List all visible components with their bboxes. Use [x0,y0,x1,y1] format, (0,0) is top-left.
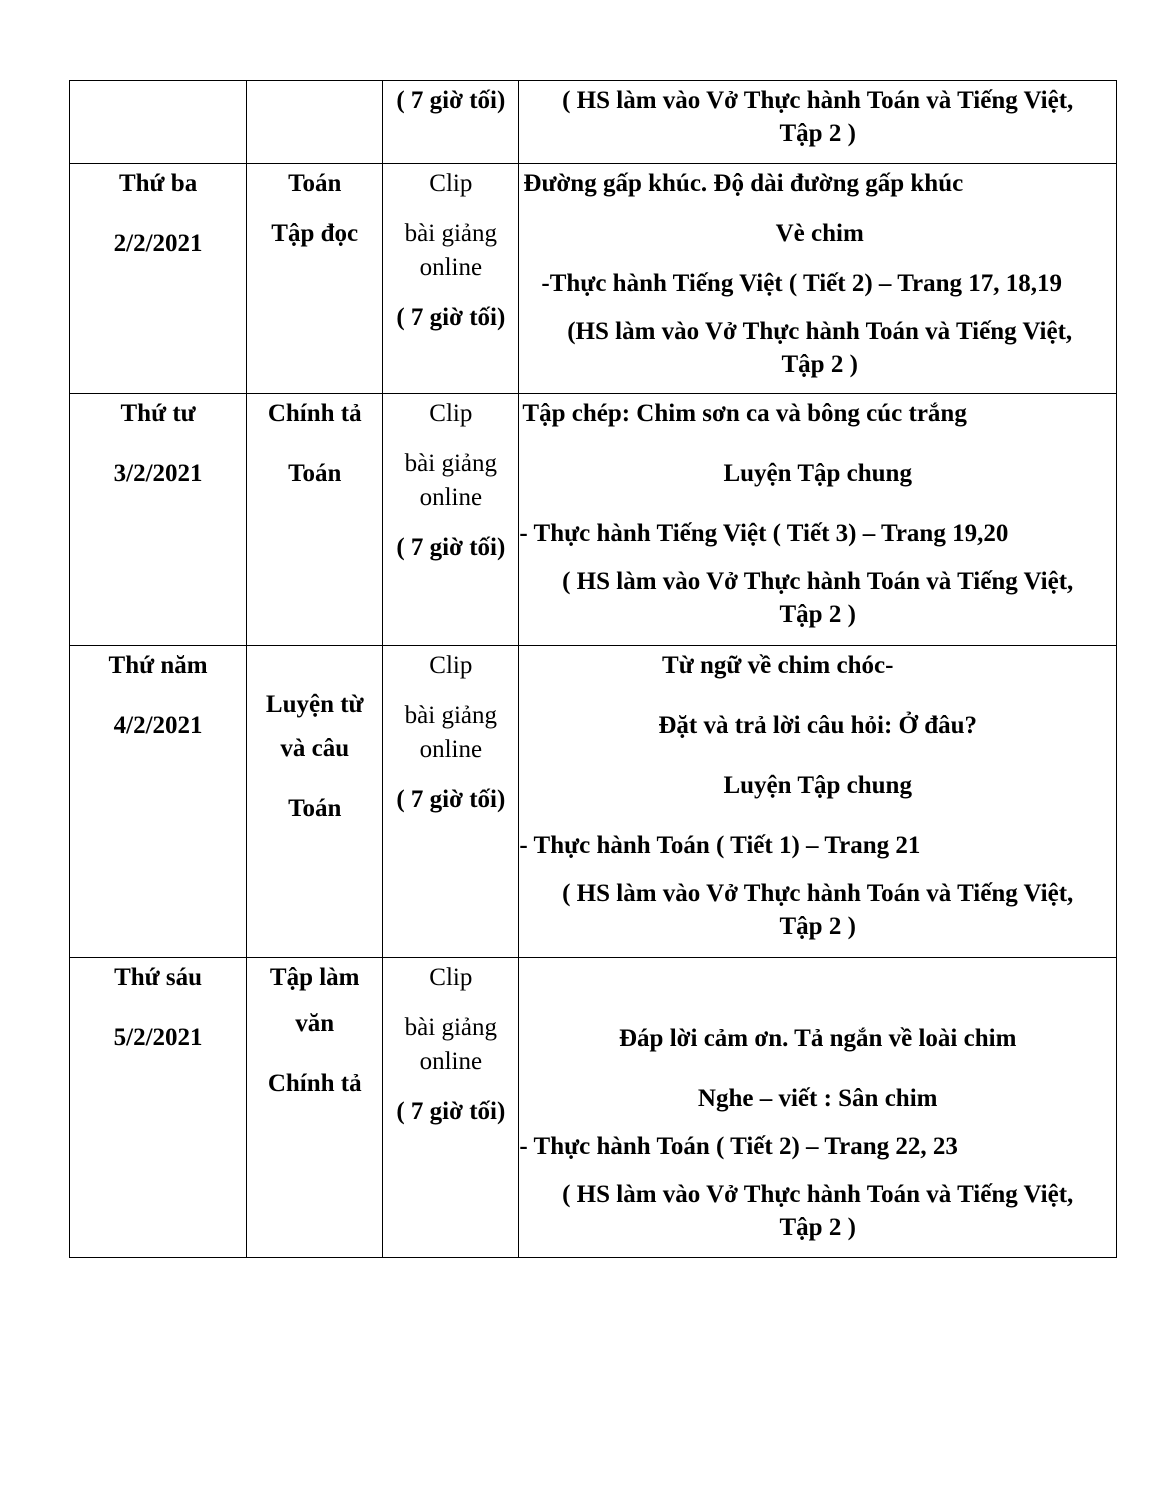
content-cell [519,164,1117,394]
day-name: Thứ ba [118,170,198,197]
day-name: Thứ tư [120,400,196,427]
content-cell [519,646,1117,958]
note-line: Tập 2 ) [779,601,856,628]
mode-online: online [419,1048,483,1075]
table-row [70,164,1117,394]
day-date: 3/2/2021 [113,460,203,487]
lesson-title: Từ ngữ về chim chóc- [662,652,894,679]
weekly-schedule-table [69,80,1117,1258]
mode-time: ( 7 giờ tối) [396,786,506,813]
day-cell [70,164,247,394]
subject-name: Toán [288,170,342,197]
table-row [70,394,1117,646]
subject-cell [247,394,383,646]
note-line: ( HS làm vào Vở Thực hành Toán và Tiếng Việt, [562,1181,1074,1208]
lesson-title: Vè chim [775,220,864,247]
day-cell [70,394,247,646]
mode-time: ( 7 giờ tối) [396,87,506,114]
mode-online: online [419,736,483,763]
mode-cell [383,646,519,958]
day-cell [70,646,247,958]
day-date: 4/2/2021 [113,712,203,739]
table-row [70,958,1117,1258]
day-name: Thứ năm [108,652,208,679]
practice-line: - Thực hành Toán ( Tiết 2) – Trang 22, 23 [519,1133,958,1160]
lesson-title: Tập chép: Chim sơn ca và bông cúc trắng [522,400,967,427]
lesson-title: Luyện Tập chung [723,772,912,799]
subject-cell [247,164,383,394]
mode-clip: Clip [429,400,473,427]
mode-time: ( 7 giờ tối) [396,534,506,561]
mode-time: ( 7 giờ tối) [396,1098,506,1125]
lesson-title: Nghe – viết : Sân chim [697,1085,938,1112]
table-row [70,646,1117,958]
note-line: (HS làm vào Vở Thực hành Toán và Tiếng Việt, [567,318,1073,345]
content-cell [519,958,1117,1258]
subject-name: Tập đọc [271,220,359,247]
mode-clip: Clip [429,964,473,991]
table-row [70,81,1117,164]
note-line: Tập 2 ) [779,1214,856,1241]
practice-line: -Thực hành Tiếng Việt ( Tiết 2) – Trang 17, 18,19 [541,270,1063,297]
subject-cell [247,958,383,1258]
mode-clip: Clip [429,170,473,197]
content-cell [519,394,1117,646]
day-date: 5/2/2021 [113,1024,203,1051]
mode-lesson: bài giảng [404,1014,498,1041]
mode-lesson: bài giảng [404,702,498,729]
mode-cell [383,81,519,164]
subject-cell [247,646,383,958]
mode-online: online [419,254,483,281]
practice-line: - Thực hành Tiếng Việt ( Tiết 3) – Trang 19,20 [519,520,1009,547]
lesson-title: Đường gấp khúc. Độ dài đường gấp khúc [523,170,964,197]
content-cell [519,81,1117,164]
note-line: ( HS làm vào Vở Thực hành Toán và Tiếng Việt, [562,87,1074,114]
subject-name: Tập làm [269,964,360,991]
practice-line: - Thực hành Toán ( Tiết 1) – Trang 21 [519,832,921,859]
mode-clip: Clip [429,652,473,679]
subject-name: Luyện từ [265,691,364,718]
day-cell [70,958,247,1258]
subject-name: Chính tả [267,400,362,427]
mode-cell [383,164,519,394]
note-line: ( HS làm vào Vở Thực hành Toán và Tiếng Việt, [562,568,1074,595]
mode-lesson: bài giảng [404,220,498,247]
mode-time: ( 7 giờ tối) [396,304,506,331]
subject-name: văn [295,1010,335,1037]
day-cell [70,81,247,164]
subject-cell [247,81,383,164]
day-date: 2/2/2021 [113,230,203,257]
mode-lesson: bài giảng [404,450,498,477]
note-line: Tập 2 ) [781,351,858,378]
lesson-title: Đáp lời cảm ơn. Tả ngắn về loài chim [619,1025,1017,1052]
subject-name: và câu [280,735,350,762]
lesson-title: Đặt và trả lời câu hỏi: Ở đâu? [658,712,978,739]
mode-cell [383,958,519,1258]
note-line: Tập 2 ) [779,913,856,940]
subject-name: Toán [288,795,342,822]
subject-name: Chính tả [267,1070,362,1097]
note-line: ( HS làm vào Vở Thực hành Toán và Tiếng Việt, [562,880,1074,907]
day-name: Thứ sáu [114,964,203,991]
note-line: Tập 2 ) [779,120,856,147]
lesson-title: Luyện Tập chung [723,460,912,487]
mode-online: online [419,484,483,511]
subject-name: Toán [288,460,342,487]
mode-cell [383,394,519,646]
